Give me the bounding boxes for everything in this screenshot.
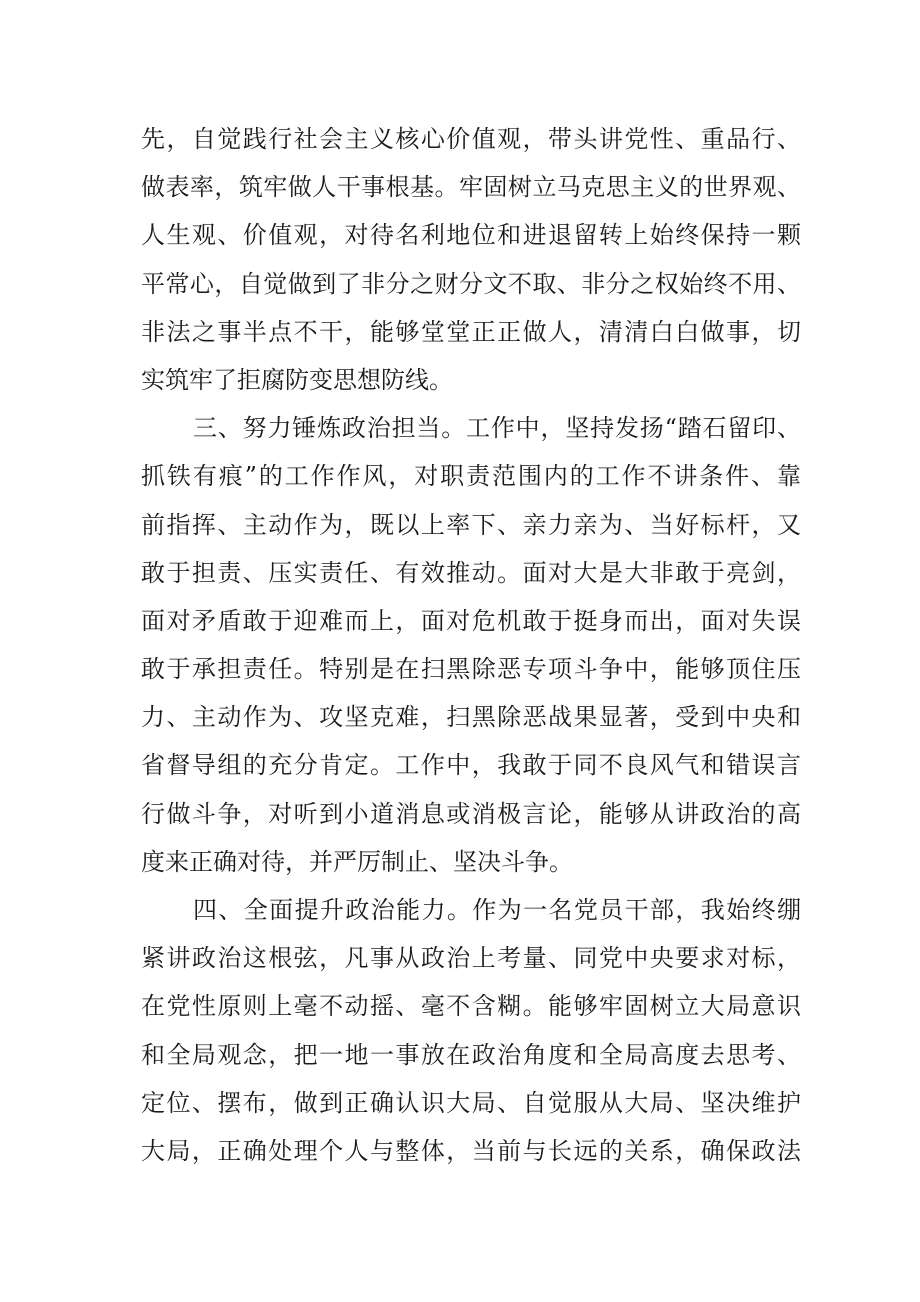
text-line: 度来正确对待，并严厉制止、坚决斗争。 bbox=[141, 847, 573, 876]
text-line: 敢于承担责任。特别是在扫黑除恶专项斗争中，能够顶住压 bbox=[141, 655, 801, 684]
text-line: 平常心，自觉做到了非分之财分文不取、非分之权始终不用、 bbox=[141, 269, 801, 298]
text-line: 面对矛盾敢于迎难而上，面对危机敢于挺身而出，面对失误 bbox=[141, 606, 801, 635]
text-line: 定位、摆布，做到正确认识大局、自觉服从大局、坚决维护 bbox=[141, 1088, 801, 1117]
text-line: 力、主动作为、攻坚克难，扫黑除恶战果显著，受到中央和 bbox=[141, 703, 801, 732]
paragraph-start-line: 四、全面提升政治能力。作为一名党员干部，我始终绷 bbox=[193, 896, 801, 924]
text-line: 紧讲政治这根弦，凡事从政治上考量、同党中央要求对标， bbox=[141, 944, 801, 973]
text-line: 做表率，筑牢做人干事根基。牢固树立马克思主义的世界观、 bbox=[141, 173, 801, 202]
text-line: 先，自觉践行社会主义核心价值观，带头讲党性、重品行、 bbox=[141, 125, 801, 153]
paragraph-start-line: 三、努力锤炼政治担当。工作中，坚持发扬“踏石留印、 bbox=[193, 414, 801, 443]
text-line: 在党性原则上毫不动摇、毫不含糊。能够牢固树立大局意识 bbox=[141, 992, 801, 1021]
document-body bbox=[141, 115, 801, 1175]
text-line: 敢于担责、压实责任、有效推动。面对大是大非敢于亮剑， bbox=[141, 558, 801, 587]
text-line: 前指挥、主动作为，既以上率下、亲力亲为、当好标杆，又 bbox=[141, 510, 801, 539]
text-line: 行做斗争，对听到小道消息或消极言论，能够从讲政治的高 bbox=[141, 799, 801, 828]
text-line: 省督导组的充分肯定。工作中，我敢于同不良风气和错误言 bbox=[141, 751, 801, 780]
text-line: 非法之事半点不干，能够堂堂正正做人，清清白白做事，切 bbox=[141, 317, 801, 346]
text-line: 实筑牢了拒腐防变思想防线。 bbox=[141, 365, 453, 394]
text-line: 抓铁有痕”的工作作风，对职责范围内的工作不讲条件、靠 bbox=[141, 462, 801, 491]
text-line: 和全局观念，把一地一事放在政治角度和全局高度去思考、 bbox=[141, 1040, 801, 1069]
text-line: 大局，正确处理个人与整体，当前与长远的关系，确保政法 bbox=[141, 1136, 801, 1165]
text-line: 人生观、价值观，对待名利地位和进退留转上始终保持一颗 bbox=[141, 221, 801, 250]
